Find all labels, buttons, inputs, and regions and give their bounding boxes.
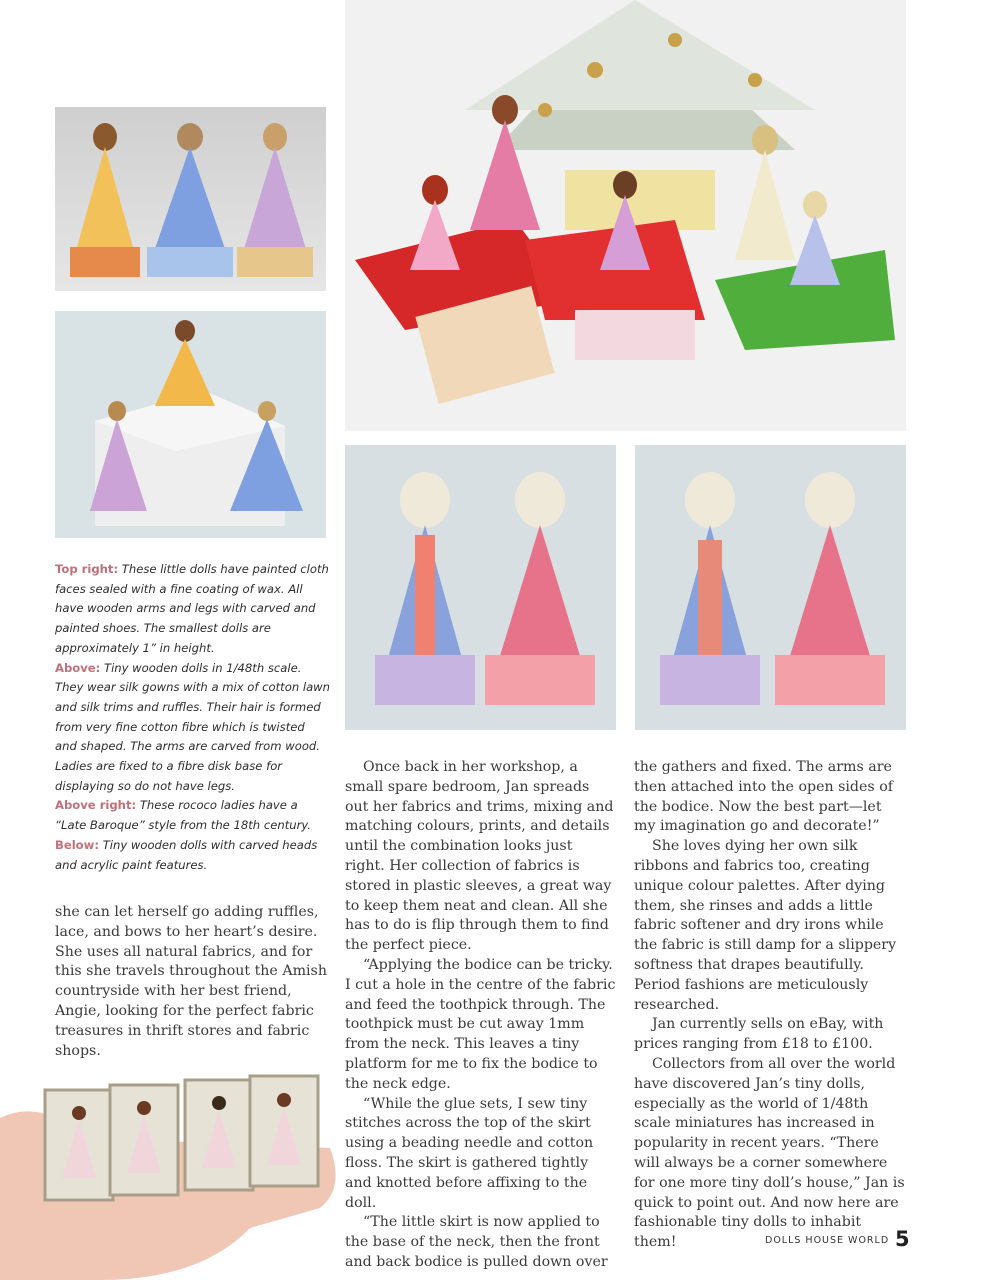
caption-label: Above: [55,660,101,675]
photo-three-dolls [55,107,326,291]
caption-text: Tiny wooden dolls with carved heads and acrylic paint features. [55,837,318,872]
paragraph: she can let herself go adding ruffles, lace, and bows to her heart’s desire. She uses all natural fabrics, and for this she travels throughout the Amish countryside with her best friend, Angie, looking for the perfect fabric treasures in thrift stores and fabric shops. [55,904,327,1059]
caption-above-right [55,796,330,835]
caption-below [55,836,330,875]
caption-top-right [55,560,330,659]
paragraph: Once back in her workshop, a small spare bedroom, Jan spreads out her fabrics and trims, mixing and matching colours, prints, and details until the combination looks just right. Her collection of fabrics is stored in plastic sleeves, a great way to keep them neat and clean. All she has to do is flip through them to find the perfect piece. [345,759,614,954]
paragraph: “The little skirt is now applied to the base of the neck, then the front and back bodice is pulled down over [345,1214,608,1270]
caption-text: These rococo ladies have a “Late Baroque” style from the 18th century. [55,798,311,833]
caption-label: Top right: [55,562,119,576]
paragraph: “Applying the bodice can be tricky. I cut a hole in the centre of the fabric and feed the toothpick through. The toothpick must be cut away 1mm from the neck. This leaves a tiny platform for me to fix the bodice to the neck edge. [345,956,616,1092]
photo-dolls-on-box [55,311,326,538]
caption-label: Below: [55,837,99,852]
article-column-middle [345,758,616,1273]
photo-christmas-tree-dolls [345,0,906,431]
paragraph: “While the glue sets, I sew tiny stitches across the top of the skirt using a beading needle and cotton floss. The skirt is gathered tightly and knotted before affixing to the doll. [345,1095,594,1211]
paragraph: Jan currently sells on eBay, with prices ranging from £18 to £100. [634,1016,884,1053]
caption-above [55,659,330,797]
caption-text: Tiny wooden dolls in 1/48th scale. They wear silk gowns with a mix of cotton lawn and silk trims and ruffles. Their hair is formed from very fine cotton fibre which is twisted and shaped. The arms are carved from wood. Ladies are fixed to a fibre disk base for displaying so do not have legs. [55,660,331,793]
footer-magazine-name: DOLLS HOUSE WORLD [765,1235,890,1246]
photo-captions [55,560,330,875]
photo-rococo-ladies-front [635,445,906,730]
paragraph: She loves dying her own silk ribbons and fabrics too, creating unique colour palettes. After dying them, she rinses and adds a little fabric softener and dry irons while the fabric is still damp for a slippery softness that drapes beautifully. Period fashions are meticulously researched. [634,838,897,1013]
paragraph: Collectors from all over the world have discovered Jan’s tiny dolls, especially as the world of 1/48th scale miniatures has increased in popularity in recent years. “There will always be a corner somewhere for one more tiny doll’s house,” Jan is quick to point out. And now here are fashionable tiny dolls to inhabit them! [634,1055,905,1251]
paragraph: the gathers and fixed. The arms are then attached into the open sides of the bodice. Now the best part—let my imagination go and decorate!” [634,759,893,835]
article-column-left [55,903,329,1061]
caption-label: Above right: [55,798,137,813]
page-number: 5 [895,1227,910,1251]
article-column-right [634,758,905,1253]
photo-dolls-in-hand [0,1058,345,1280]
caption-text: These little dolls have painted cloth faces sealed with a fine coating of wax. All have wooden arms and legs with carved and painted shoes. The smallest dolls are approximately 1” in height. [55,562,329,655]
photo-rococo-ladies-back [345,445,616,730]
